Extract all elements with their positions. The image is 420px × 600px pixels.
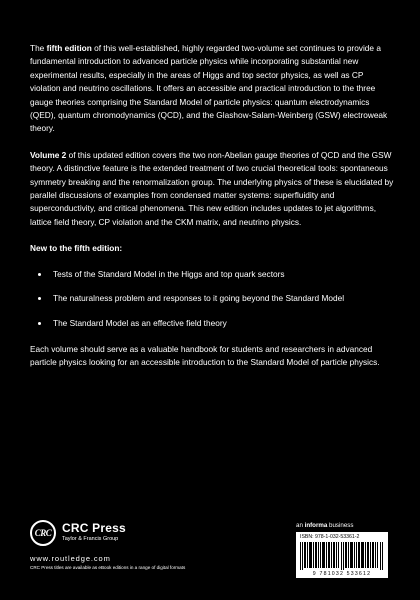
ebook-note: CRC Press titles are available as eBook editions in a range of digital formats: [30, 565, 186, 570]
informa-suffix: business: [327, 522, 354, 529]
list-item: The Standard Model as an effective field theory: [30, 317, 395, 330]
volume-text-body: of this updated edition covers the two non-Abelian gauge theories of QCD and the GSW theory. A distinctive feature is the extended treatment of two crucial theoretical tools: spontaneous symmetry breaking and the renormalization group. The underlying physics of these is elucidated by parallel discussions of examples from condensed matter systems: superfluidity and superconductivity, and critical phenomena. This new edition includes updates to jet algorithms, lattice field theory, CP violation and the CKM matrix, and neutrino physics.: [30, 149, 394, 227]
intro-paragraph: [30, 42, 395, 136]
barcode-digits: 9 781032 533612: [312, 571, 372, 577]
publisher-group: Taylor & Francis Group: [62, 536, 119, 542]
informa-prefix: an: [296, 522, 305, 529]
informa-brand: informa: [304, 522, 328, 529]
crc-logo-text: CRC: [34, 528, 52, 538]
volume-2-emphasis: Volume 2: [30, 149, 67, 160]
publisher-website: www.routledge.com: [30, 554, 111, 563]
intro-text-body: of this well-established, highly regarded two-volume set continues to provide a fundamental introduction to advanced particle physics while incorporating substantial new experimental results, especially in the areas of Higgs and top sector physics, as well as CP violation and neutrino oscillations. It offers an accessible and practical introduction to the three gauge theories comprising the Standard Model of particle physics: quantum electrodynamics (QED), quantum chromodynamics (QCD), and the Glashow-Salam-Weinberg (GSW) electroweak theory.: [30, 43, 388, 134]
barcode-bars-icon: [300, 542, 384, 570]
list-item: The naturalness problem and responses to it going beyond the Standard Model: [30, 292, 395, 305]
publisher-name: CRC Press: [62, 521, 126, 535]
crc-logo-icon: [30, 520, 56, 546]
isbn-number: ISBN: 978-1-032-53361-2: [300, 534, 360, 540]
informa-business-label: [296, 522, 353, 529]
intro-text-lead: The: [30, 43, 47, 53]
list-item: Tests of the Standard Model in the Higgs and top quark sectors: [30, 268, 395, 281]
isbn-barcode: [296, 532, 388, 578]
back-cover-blurb: [30, 42, 395, 383]
volume-paragraph: [30, 149, 395, 229]
fifth-edition-emphasis: fifth edition: [46, 43, 92, 53]
new-features-list: [30, 268, 395, 330]
closing-paragraph: Each volume should serve as a valuable handbook for students and researchers in advanced particle physics looking for an accessible introduction to the Standard Model of particle physics.: [30, 343, 380, 368]
new-edition-heading: New to the fifth edition:: [30, 243, 123, 254]
